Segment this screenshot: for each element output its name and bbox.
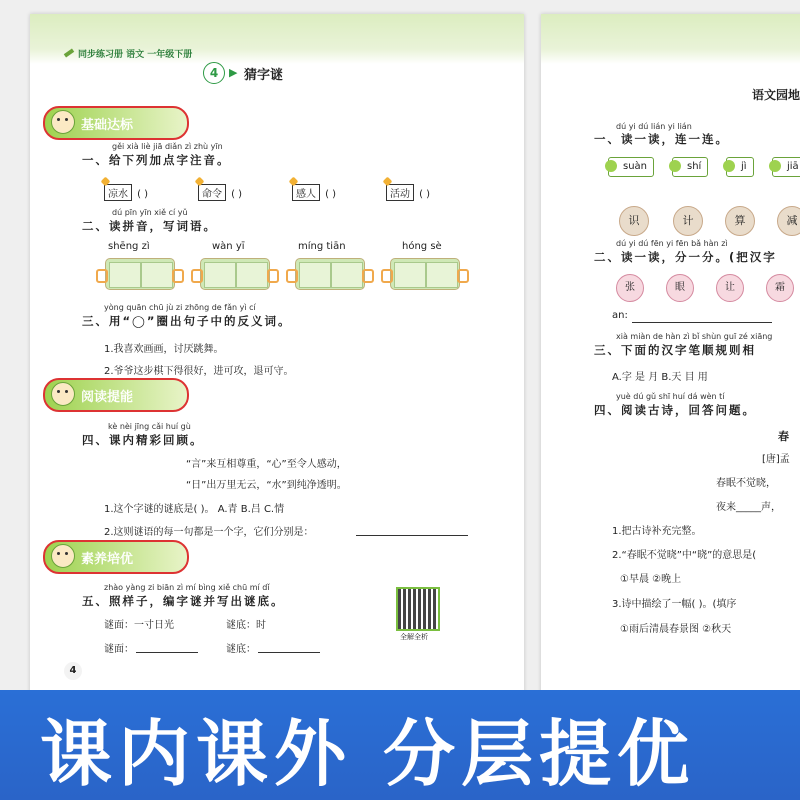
banner-slogan: 课内课外 分层提优 <box>40 712 696 796</box>
writing-grid-1[interactable] <box>105 258 175 290</box>
an-label: an: <box>612 310 628 321</box>
q4-sub-1: 1.这个字谜的谜底是( )。 A.青 B.吕 C.情 <box>104 504 285 515</box>
char-circle-3[interactable]: 算 <box>725 206 755 236</box>
q2-text: 二、读拼音，写词语。 <box>82 219 217 233</box>
q5-row2-answer: 谜底： <box>226 644 256 655</box>
q4-verse-2: “日”出万里无云，“水”到纯净透明。 <box>186 480 347 491</box>
pinyin-card-4[interactable]: jiā <box>772 157 800 177</box>
section-enrichment: 素养培优 <box>43 540 189 574</box>
header-band-right <box>541 14 800 64</box>
char-circle-1[interactable]: 识 <box>619 206 649 236</box>
q1-item-4: 活动 ( ) <box>386 182 430 201</box>
pinyin-card-2[interactable]: shí <box>672 157 708 177</box>
rq2-pinyin: dú yi dú fēn yi fēn bǎ hàn zì <box>616 239 728 248</box>
q3-text: 三、用“◯”圈出句子中的反义词。 <box>82 314 292 328</box>
char-circle-2[interactable]: 计 <box>673 206 703 236</box>
sort-circle-1[interactable]: 张 <box>616 274 644 302</box>
q5-row2-face: 谜面： <box>104 644 134 655</box>
writing-grid-3[interactable] <box>295 258 365 290</box>
rq4-sub-2: 2.“春眠不觉晓”中“晓”的意思是( <box>612 550 757 561</box>
pinyin-card-3[interactable]: jì <box>726 157 754 177</box>
lesson-title: 猜字谜 <box>244 68 284 83</box>
q1-pinyin: gěi xià liè jiā diǎn zì zhù yīn <box>112 142 223 151</box>
sort-circle-3[interactable]: 让 <box>716 274 744 302</box>
q5-pinyin: zhào yàng zi biān zì mí bìng xiě chū mí dǐ <box>104 583 270 592</box>
answer-line-2[interactable] <box>258 652 320 653</box>
rq4-pinyin: yuè dú gǔ shī huí dá wèn tí <box>616 392 725 401</box>
q4-sub-2: 2.这则谜语的每一句都是一个字，它们分别是： <box>104 527 314 538</box>
q5-row1-face: 谜面：一寸日光 <box>104 620 174 631</box>
play-arrow-icon: ▶ <box>229 66 238 79</box>
q1-item-1: 凉水 ( ) <box>104 182 148 201</box>
mascot-icon <box>51 110 75 134</box>
right-title: 语文园地 <box>752 88 800 102</box>
an-line[interactable] <box>632 322 772 323</box>
rq1-text: 一、读一读，连一连。 <box>594 132 729 146</box>
q4-pinyin: kè nèi jīng cǎi huí gù <box>108 422 191 431</box>
rq3-options: A.字 是 月 B.天 目 用 <box>612 372 708 383</box>
rq1-pinyin: dú yi dú lián yi lián <box>616 122 692 131</box>
q2-word-1: shēng zì <box>108 241 150 252</box>
qr-code[interactable] <box>396 587 440 631</box>
qr-label: 全解全析 <box>400 633 428 641</box>
q2-word-2: wàn yī <box>212 241 245 252</box>
q2-pinyin: dú pīn yīn xiě cí yǔ <box>112 208 188 217</box>
rq2-text: 二、读一读，分一分。(把汉字 <box>594 250 777 264</box>
writing-grid-2[interactable] <box>200 258 270 290</box>
char-circle-4[interactable]: 减 <box>777 206 800 236</box>
sort-circle-2[interactable]: 眼 <box>666 274 694 302</box>
rq4-text: 四、阅读古诗，回答问题。 <box>594 403 756 417</box>
q1-item-2: 命令 ( ) <box>198 182 242 201</box>
mascot-icon <box>51 544 75 568</box>
writing-grid-4[interactable] <box>390 258 460 290</box>
riddle-line[interactable] <box>136 652 198 653</box>
poem-line-1: 春眠不觉晓， <box>716 478 776 489</box>
answer-line[interactable] <box>356 535 468 536</box>
promo-banner <box>0 690 800 800</box>
rq4-sub-1: 1.把古诗补充完整。 <box>612 526 702 537</box>
q1-item-3: 感人 ( ) <box>292 182 336 201</box>
q2-word-4: hóng sè <box>402 241 442 252</box>
poem-author: [唐]孟 <box>762 454 790 465</box>
page-number: 4 <box>64 662 82 680</box>
section-basic: 基础达标 <box>43 106 189 140</box>
q3-sentence-1: 1.我喜欢画画，讨厌跳舞。 <box>104 344 224 355</box>
q3-pinyin: yòng quān chū jù zi zhōng de fǎn yì cí <box>104 303 256 312</box>
workbook-header: 同步练习册 语文 一年级下册 <box>78 50 193 60</box>
rq4-sub-3: 3.诗中描绘了一幅( )。(填序 <box>612 599 737 610</box>
mascot-icon <box>51 382 75 406</box>
rq4-sub-3-options: ①雨后清晨春景图 ②秋天 <box>620 624 732 635</box>
q3-sentence-2: 2.爷爷这步棋下得很好，进可攻，退可守。 <box>104 366 294 377</box>
poem-title: 春 <box>778 430 789 443</box>
poem-line-2: 夜来_____声， <box>716 502 781 513</box>
rq3-text: 三、下面的汉字笔顺规则相 <box>594 343 756 357</box>
pencil-icon <box>62 46 76 60</box>
q4-verse-1: “言”来互相尊重，“心”至令人感动， <box>186 459 347 470</box>
q4-text: 四、课内精彩回顾。 <box>82 433 204 447</box>
rq3-pinyin: xià miàn de hàn zì bǐ shùn guī zé xiāng <box>616 332 773 341</box>
sort-circle-4[interactable]: 霜 <box>766 274 794 302</box>
rq4-sub-2-options: ①早晨 ②晚上 <box>620 574 682 585</box>
pinyin-card-1[interactable]: suàn <box>608 157 654 177</box>
q1-text: 一、给下列加点字注音。 <box>82 153 231 167</box>
q5-text: 五、照样子，编字谜并写出谜底。 <box>82 594 285 608</box>
lesson-number: 4 <box>203 62 225 84</box>
q5-row1-answer: 谜底：时 <box>226 620 266 631</box>
q2-word-3: míng tiān <box>298 241 346 252</box>
section-reading: 阅读提能 <box>43 378 189 412</box>
